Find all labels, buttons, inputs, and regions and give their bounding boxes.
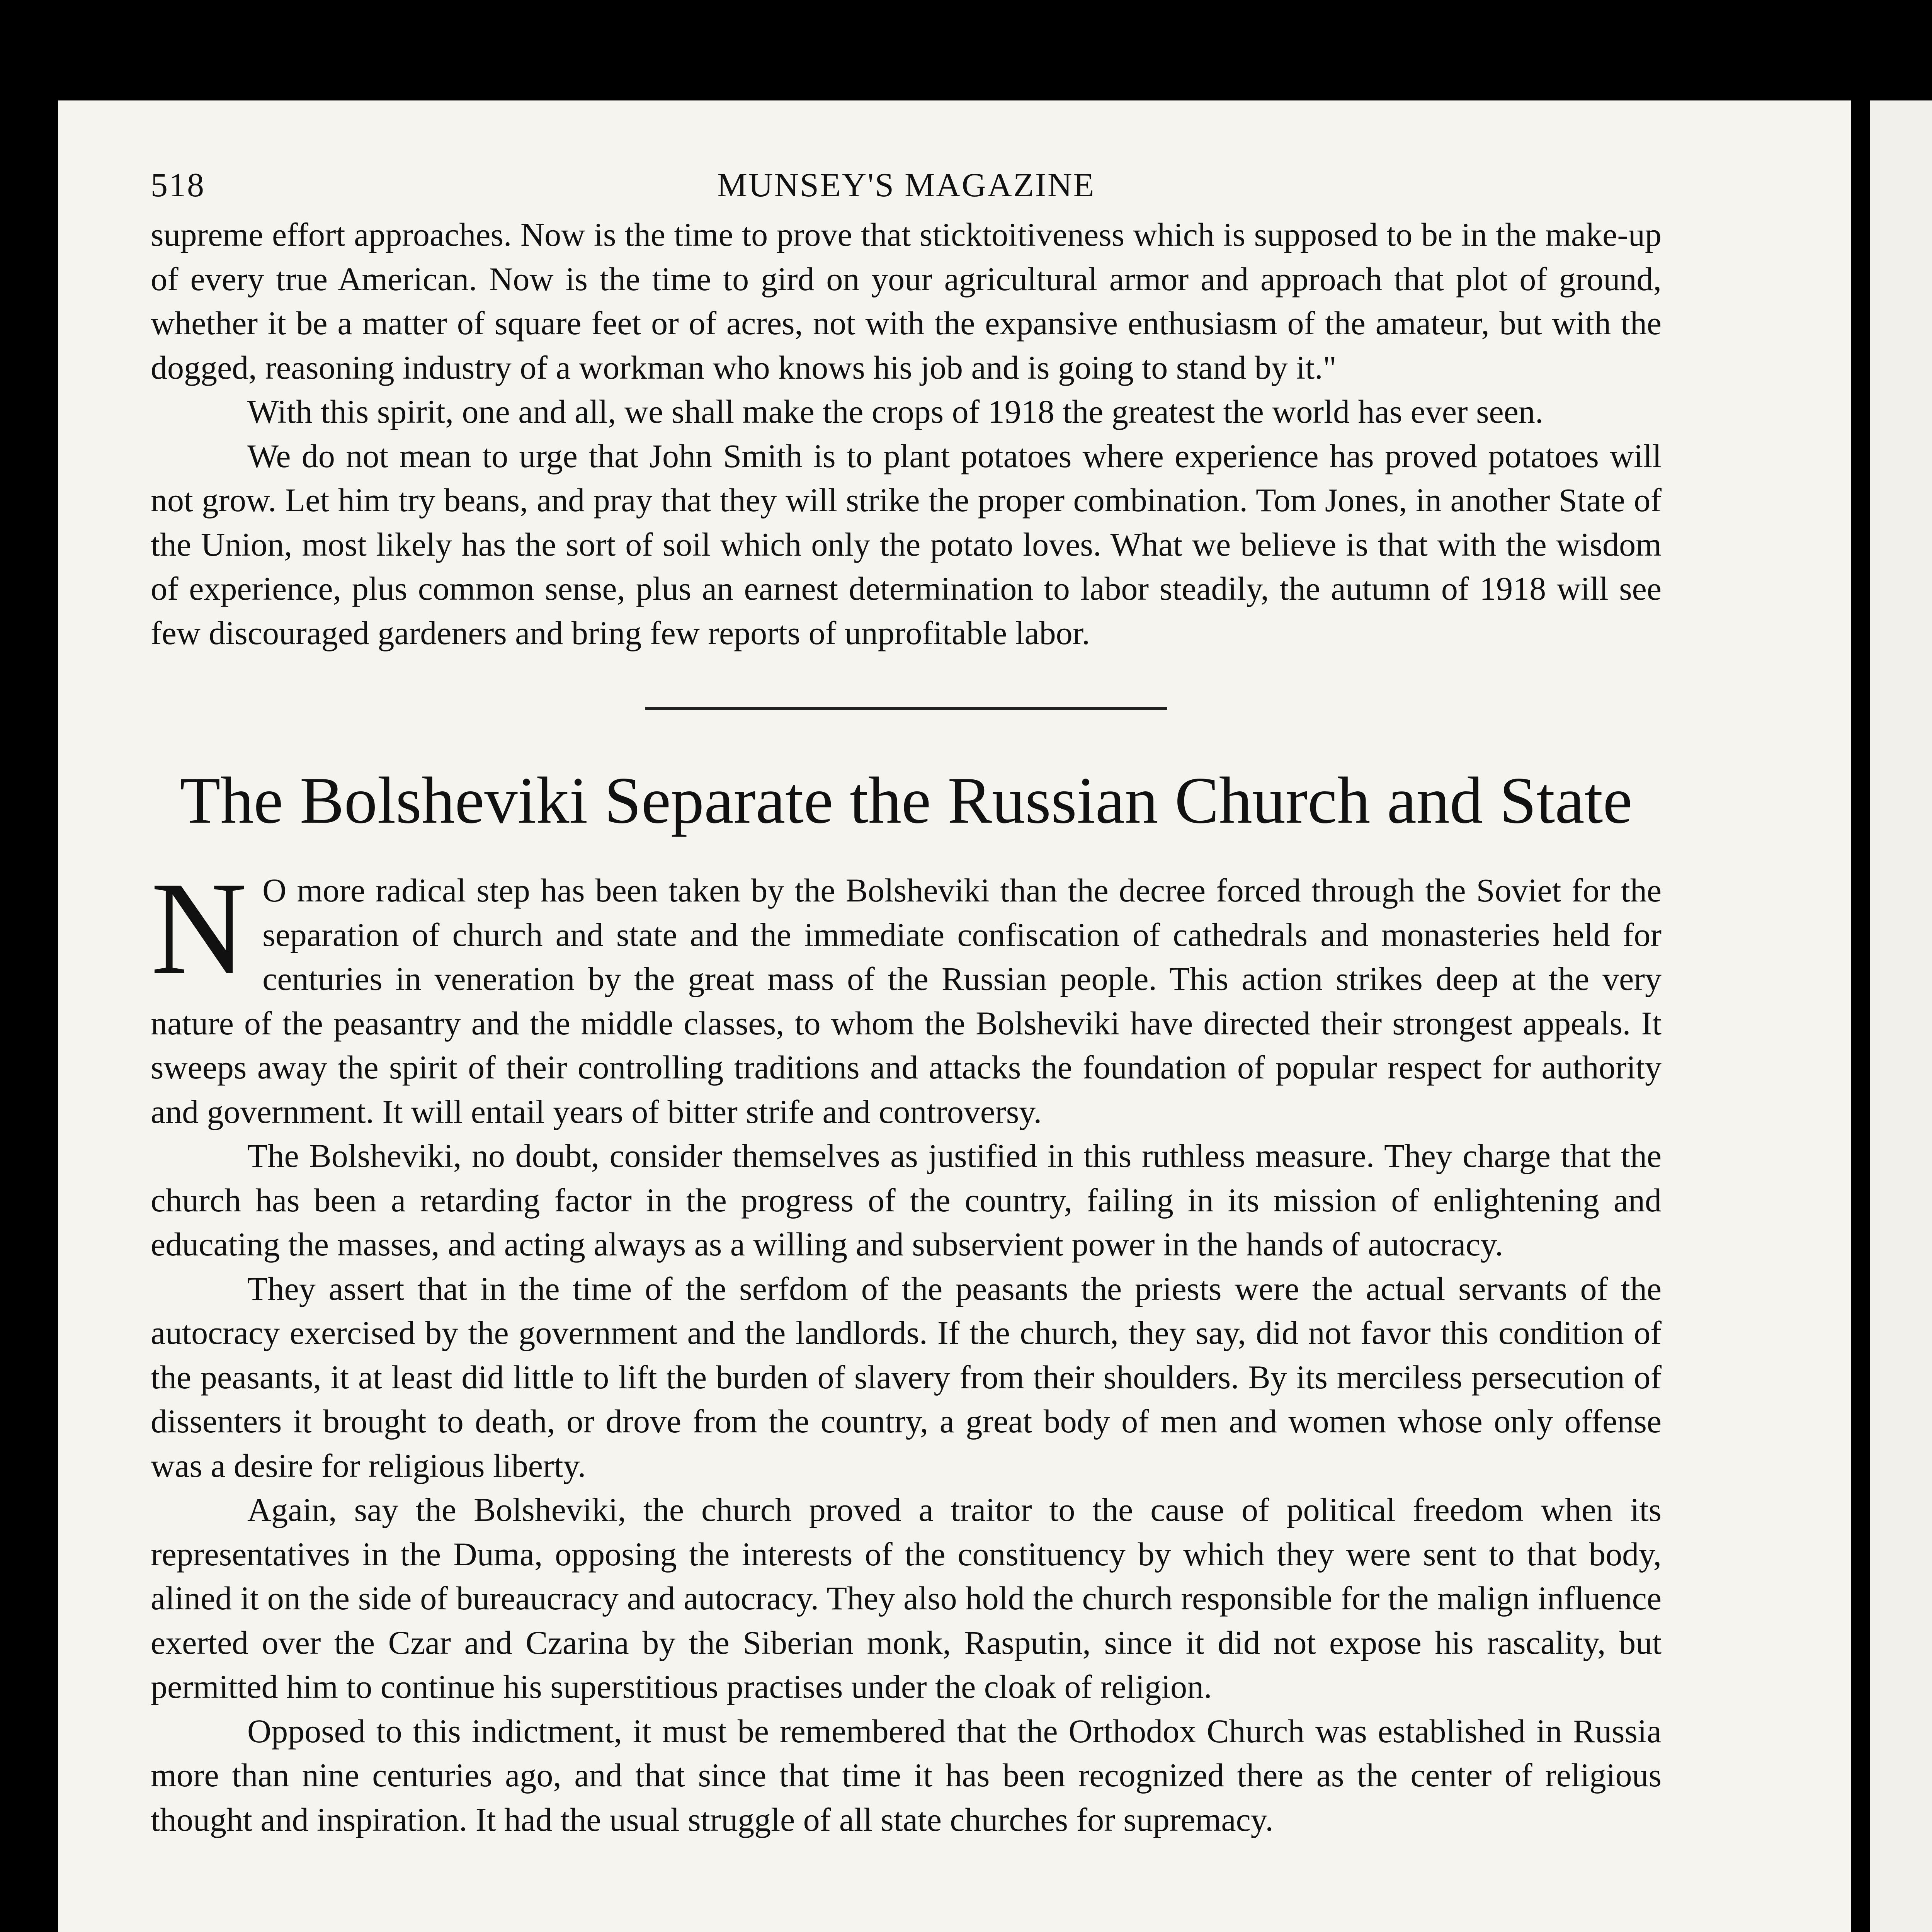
page-content — [151, 158, 1662, 1842]
continued-article — [151, 213, 1662, 655]
body-paragraph: Again, say the Bolsheviki, the church proved a traitor to the cause of political freedom when its representatives in the Duma, opposing the interests of the constituency by which they were sent to that body, alined it on the side of bureaucracy and autocracy. They also hold the church responsible for the malign influence exerted over the Czar and Czarina by the Siberian monk, Rasputin, since it did not expose his rascality, but permitted him to continue his superstitious practises under the cloak of religion. — [151, 1491, 1662, 1705]
running-head — [151, 158, 1662, 213]
lead-paragraph-text: O more radical step has been taken by the Bolsheviki than the decree forced through the Soviet for the separation of church and state and the immediate confiscation of cathedrals and monasteries held for centuries in veneration by the great mass of the Russian people. This action strikes deep at the very nature of the peasantry and the middle classes, to whom the Bolsheviki have directed their strongest appeals. It sweeps away the spirit of their controlling traditions and attacks the foundation of popular respect for authority and government. It will entail years of bitter strife and controversy. — [151, 872, 1662, 1130]
magazine-title: MUNSEY'S MAGAZINE — [717, 167, 1095, 204]
body-paragraph: They assert that in the time of the serfdom of the peasants the priests were the actual servants of the autocracy exercised by the government and the landlords. If the church, they say, did not favor this condition of the peasants, it at least did little to lift the burden of slavery from their shoulders. By its merciless persecution of dissenters it brought to death, or drove from the country, a great body of men and women whose only offense was a desire for religious liberty. — [151, 1270, 1662, 1484]
body-paragraph: The Bolsheviki, no doubt, consider themselves as justified in this ruthless measure. They charge that the church has been a retarding factor in the progress of the country, failing in its mission of enlightening and educating the masses, and acting always as a willing and subservient power in the hands of autocracy. — [151, 1137, 1662, 1263]
body-paragraph: We do not mean to urge that John Smith is to plant potatoes where experience has proved potatoes will not grow. Let him try beans, and pray that they will strike the proper combination. Tom Jones, in another State of the Union, most likely has the sort of soil which only the potato loves. What we believe is that with the wisdom of experience, plus common sense, plus an earnest determination to labor steadily, the autumn of 1918 will see few discouraged gardeners and bring few reports of unprofitable labor. — [151, 437, 1662, 651]
body-paragraph: With this spirit, one and all, we shall make the crops of 1918 the greatest the world has ever seen. — [247, 393, 1544, 430]
lead-paragraph — [151, 854, 1662, 1134]
article-headline: The Bolsheviki Separate the Russian Church and State — [180, 764, 1633, 837]
section-divider — [645, 707, 1167, 710]
body-paragraph: Opposed to this indictment, it must be remembered that the Orthodox Church was established in Russia more than nine centuries ago, and that since that time it has been recognized there as the center of religious thought and inspiration. It had the usual struggle of all state churches for supremacy. — [151, 1712, 1662, 1838]
page-number: 518 — [151, 167, 205, 204]
magazine-page — [58, 100, 1851, 1932]
article-body — [151, 854, 1662, 1842]
adjacent-page-edge — [1870, 100, 1932, 1932]
body-paragraph: supreme effort approaches. Now is the time to prove that sticktoitiveness which is supposed to be in the make-up of every true American. Now is the time to gird on your agricultural armor and approach that plot of ground, whether it be a matter of square feet or of acres, not with the expansive enthusiasm of the amateur, but with the dogged, reasoning industry of a workman who knows his job and is going to stand by it." — [151, 216, 1662, 386]
drop-cap: N — [151, 854, 247, 1002]
